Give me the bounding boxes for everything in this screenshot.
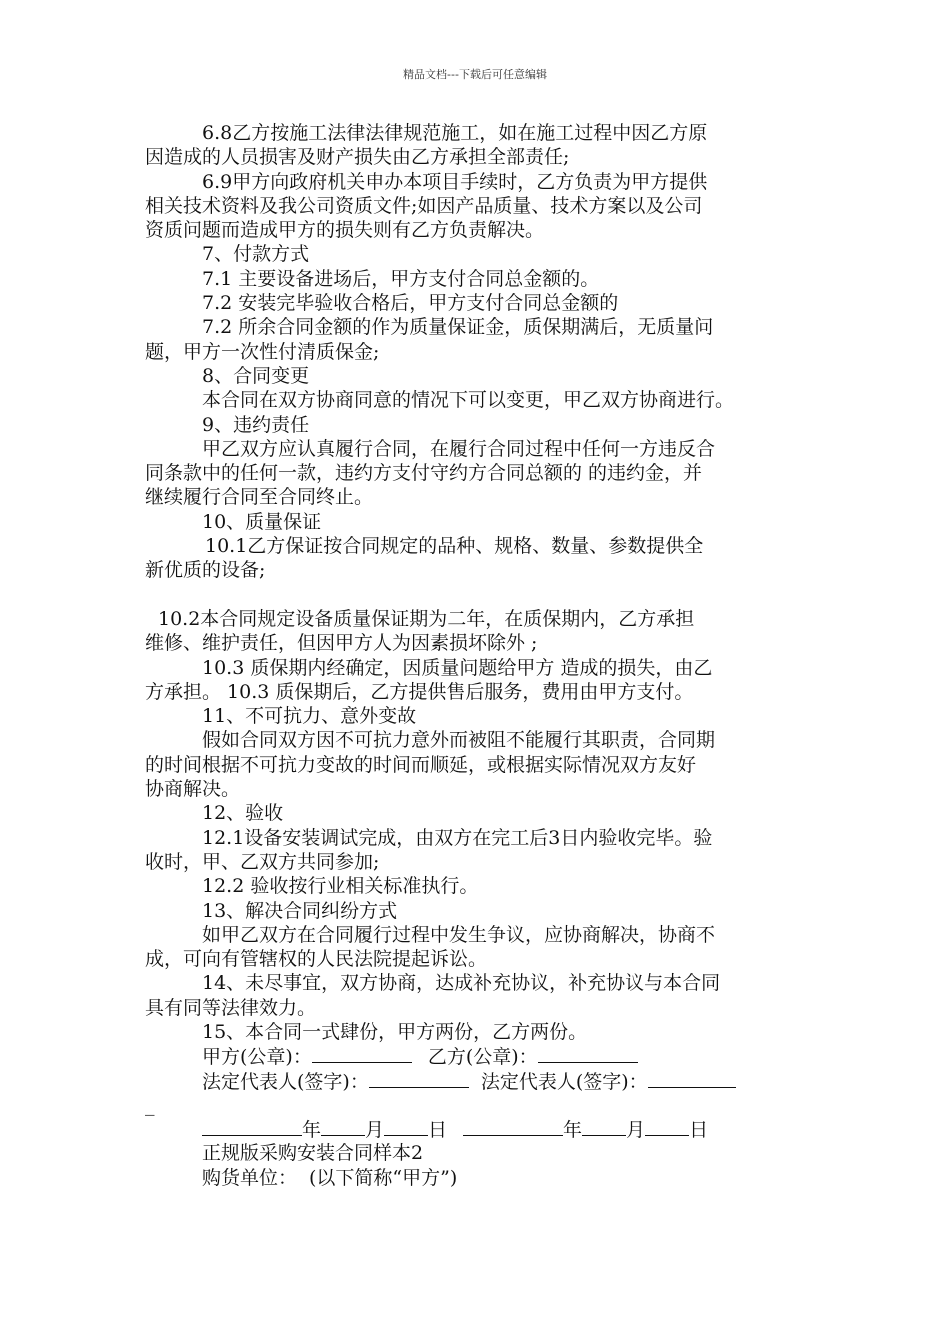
clause-7-3-line-1: 7.2 所余合同金额的作为质量保证金，质保期满后，无质量问 <box>202 316 714 339</box>
clause-6-8-line-2: 因造成的人员损害及财产损失由乙方承担全部责任; <box>145 146 570 169</box>
section-11-line-2: 的时间根据不可抗力变故的时间而顺延，或根据实际情况双方友好 <box>145 753 697 776</box>
party-a-month-blank <box>321 1117 365 1136</box>
section-9-line-1: 甲乙双方应认真履行合同，在履行合同过程中任何一方违反合 <box>202 437 716 460</box>
party-b-year-label: 年 <box>563 1119 583 1142</box>
party-b-rep-blank <box>648 1069 736 1088</box>
section-13-line-1: 如甲乙双方在合同履行过程中发生争议，应协商解决，协商不 <box>202 923 716 946</box>
party-b-seal-label: 乙方(公章)： <box>427 1046 538 1069</box>
clause-6-9-line-2: 相关技术资料及我公司资质文件;如因产品质量、技术方案以及公司 <box>145 194 703 217</box>
party-b-rep-label: 法定代表人(签字)： <box>480 1070 648 1093</box>
date-row <box>145 1117 813 1141</box>
clause-12-1-line-1: 12.1设备安装调试完成，由双方在完工后3日内验收完毕。验 <box>202 826 713 849</box>
party-a-rep-blank <box>369 1069 469 1088</box>
section-11-heading: 11、不可抗力、意外变故 <box>202 705 417 728</box>
section-13-heading: 13、解决合同纠纷方式 <box>202 899 398 922</box>
clause-7-2: 7.2 安装完毕验收合格后，甲方支付合同总金额的 <box>202 292 619 315</box>
next-sample-title: 正规版采购安装合同样本2 <box>202 1142 424 1165</box>
party-a-day-label: 日 <box>428 1119 448 1142</box>
section-7-heading: 7、付款方式 <box>202 243 310 266</box>
clause-6-8-line-1: 6.8乙方按施工法律法律规范施工，如在施工过程中因乙方原 <box>202 122 708 144</box>
party-b-day-label: 日 <box>689 1119 709 1142</box>
clause-10-2-line-1: 10.2本合同规定设备质量保证期为二年，在质保期内，乙方承担 <box>158 607 695 630</box>
section-8-heading: 8、合同变更 <box>202 364 310 387</box>
clause-12-1-line-2: 收时，甲、乙双方共同参加; <box>145 850 380 873</box>
section-11-line-1: 假如合同双方因不可抗力意外而被阻不能履行其职责，合同期 <box>202 729 716 752</box>
clause-7-3-line-2: 题，甲方一次性付清质保金; <box>145 340 380 363</box>
party-b-day-blank <box>645 1117 689 1136</box>
section-11-line-3: 协商解决。 <box>145 778 241 801</box>
section-15: 15、本合同一式肆份，甲方两份，乙方两份。 <box>202 1020 588 1043</box>
clause-7-1: 7.1 主要设备进场后，甲方支付合同总金额的。 <box>202 267 600 290</box>
clause-10-1-line-1: 10.1乙方保证按合同规定的品种、规格、数量、参数提供全 <box>205 535 704 558</box>
buyer-note: (以下简称“甲方”) <box>309 1166 458 1189</box>
section-14-line-1: 14、未尽事宜，双方协商，达成补充协议，补充协议与本合同 <box>202 972 721 995</box>
clause-10-3-line-2: 方承担。 10.3 质保期后，乙方提供售后服务，费用由甲方支付。 <box>145 680 694 703</box>
section-13-line-2: 成，可向有管辖权的人民法院提起诉讼。 <box>145 948 488 971</box>
section-12-heading: 12、验收 <box>202 802 284 825</box>
section-8-text: 本合同在双方协商同意的情况下可以变更，甲乙双方协商进行。 <box>202 389 735 412</box>
seal-row <box>145 1044 813 1068</box>
party-a-seal-blank <box>312 1044 412 1063</box>
clause-6-9-line-1: 6.9甲方向政府机关申办本项目手续时，乙方负责为甲方提供 <box>202 170 708 193</box>
section-9-heading: 9、违约责任 <box>202 413 310 436</box>
contract-body <box>145 121 813 1190</box>
party-a-year-blank <box>202 1117 302 1136</box>
party-a-rep-label: 法定代表人(签字)： <box>202 1070 369 1093</box>
party-b-year-blank <box>463 1117 563 1136</box>
representative-row <box>145 1069 813 1093</box>
clause-10-3-line-1: 10.3 质保期内经确定，因质量问题给甲方 造成的损失，由乙 <box>202 656 713 679</box>
section-10-heading: 10、质量保证 <box>202 510 322 533</box>
party-b-seal-blank <box>538 1044 638 1063</box>
party-a-day-blank <box>384 1117 428 1136</box>
section-14-line-2: 具有同等法律效力。 <box>145 996 317 1019</box>
underscore-mark: _ <box>145 1093 155 1116</box>
clause-10-1-line-2: 新优质的设备; <box>145 559 266 582</box>
buyer-label: 购货单位： <box>202 1166 298 1189</box>
section-9-line-2: 同条款中的任何一款，违约方支付守约方合同总额的 的违约金，并 <box>145 462 703 485</box>
party-b-month-label: 月 <box>626 1119 646 1142</box>
party-b-month-blank <box>582 1117 626 1136</box>
section-9-line-3: 继续履行合同至合同终止。 <box>145 486 374 509</box>
page-header: 精品文档---下载后可任意编辑 <box>403 68 547 81</box>
buyer-row <box>145 1166 813 1190</box>
underscore-wrap-line <box>145 1093 813 1117</box>
clause-10-2-line-2: 维修、维护责任，但因甲方人为因素损坏除外 ; <box>145 632 538 655</box>
clause-12-2: 12.2 验收按行业相关标准执行。 <box>202 875 479 898</box>
party-a-seal-label: 甲方(公章)： <box>202 1046 312 1069</box>
blank-line <box>145 583 813 607</box>
party-a-year-label: 年 <box>302 1119 322 1142</box>
party-a-month-label: 月 <box>365 1119 385 1142</box>
clause-6-9-line-3: 资质问题而造成甲方的损失则有乙方负责解决。 <box>145 219 545 242</box>
